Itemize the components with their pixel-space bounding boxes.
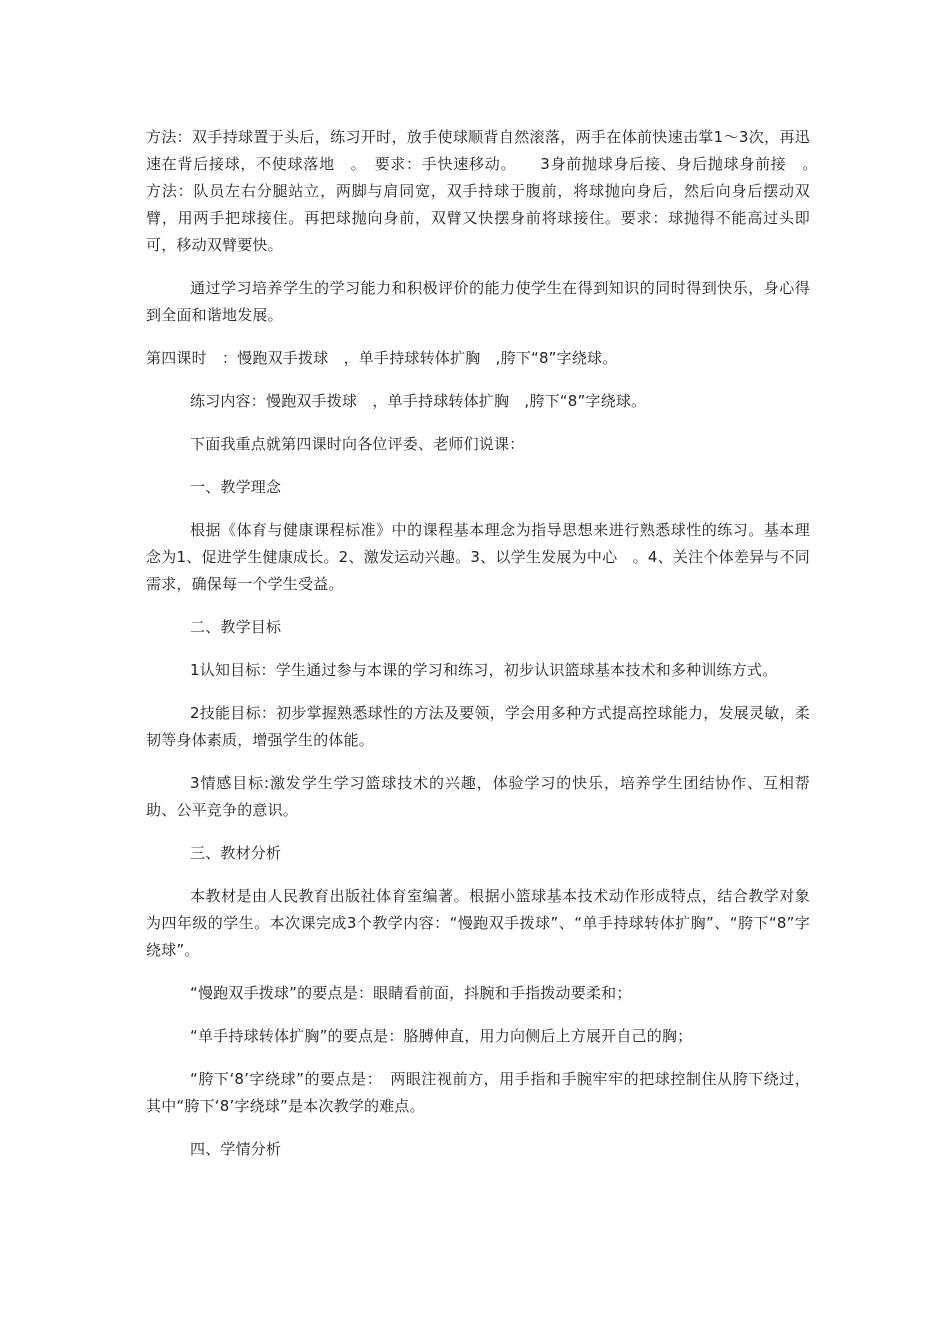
- method-paragraph: 方法：双手持球置于头后，练习开时，放手使球顺背自然滚落，两手在体前快速击掌1～3次，再迅速在背后接球，不使球落地 。 要求：手快速移动。 3身前抛球身后接、身后抛球身前接 。 方法：队员左右分腿站立，两脚与肩同宽，双手持球于腹前，将球抛向身后，然后向身后摆动双臂，用两手把球接住。再把球抛向身前，双臂又快摆身前将球接住。要求：球抛得不能高过头即可，移动双臂要快。: [146, 128, 826, 254]
- objective-cognitive: 1认知目标：学生通过参与本课的学习和练习，初步认识篮球基本技术和多种训练方式。: [190, 661, 778, 679]
- philosophy-paragraph: 根据《体育与健康课程标准》中的课程基本理念为指导思想来进行熟悉球性的练习。基本理念为1、促进学生健康成长。2、激发运动兴趣。3、以学生发展为中心 。4、关注个体差异与不同需求，确保每一个学生受益。: [146, 521, 810, 593]
- point-figure-eight-paragraph: “胯下‘8’字绕球”的要点是： 两眼注视前方，用手指和手腕牢牢的把球控制住从胯下绕过，其中“胯下‘8’字绕球”是本次教学的难点。: [146, 1070, 810, 1115]
- point-dribble-paragraph: “慢跑双手拨球”的要点是：眼睛看前面，抖腕和手指拨动要柔和；: [190, 984, 632, 1002]
- section-heading-objectives: 二、教学目标: [190, 618, 282, 636]
- practice-content-paragraph: 练习内容：慢跑双手拨球 ，单手持球转体扩胸 ,胯下“8”字绕球。: [190, 392, 647, 410]
- objective-emotion: 3情感目标:激发学生学习篮球技术的兴趣，体验学习的快乐，培养学生团结协作、互相帮助、公平竞争的意识。: [146, 774, 810, 819]
- intro-paragraph: 下面我重点就第四课时向各位评委、老师们说课：: [190, 435, 525, 453]
- materials-paragraph: 本教材是由人民教育出版社体育室编著。根据小篮球基本技术动作形成特点，结合教学对象为四年级的学生。本次课完成3个教学内容：“慢跑双手拨球”、“单手持球转体扩胸”、“胯下“8”字绕球”。: [146, 887, 810, 959]
- lesson-four-title: 第四课时 ：慢跑双手拨球 ，单手持球转体扩胸 ,胯下“8”字绕球。: [146, 349, 618, 367]
- section-heading-materials: 三、教材分析: [190, 844, 282, 862]
- point-chest-paragraph: “单手持球转体扩胸”的要点是：胳膊伸直，用力向侧后上方展开自己的胸；: [190, 1027, 693, 1045]
- objective-skill: 2技能目标：初步掌握熟悉球性的方法及要领，学会用多种方式提高控球能力，发展灵敏，柔韧等身体素质，增强学生的体能。: [146, 704, 810, 749]
- section-heading-learner-analysis: 四、学情分析: [190, 1140, 282, 1158]
- document-page: [146, 124, 826, 1163]
- section-heading-philosophy: 一、教学理念: [190, 478, 282, 496]
- learning-goal-paragraph: 通过学习培养学生的学习能力和积极评价的能力使学生在得到知识的同时得到快乐，身心得到全面和谐地发展。: [146, 279, 810, 324]
